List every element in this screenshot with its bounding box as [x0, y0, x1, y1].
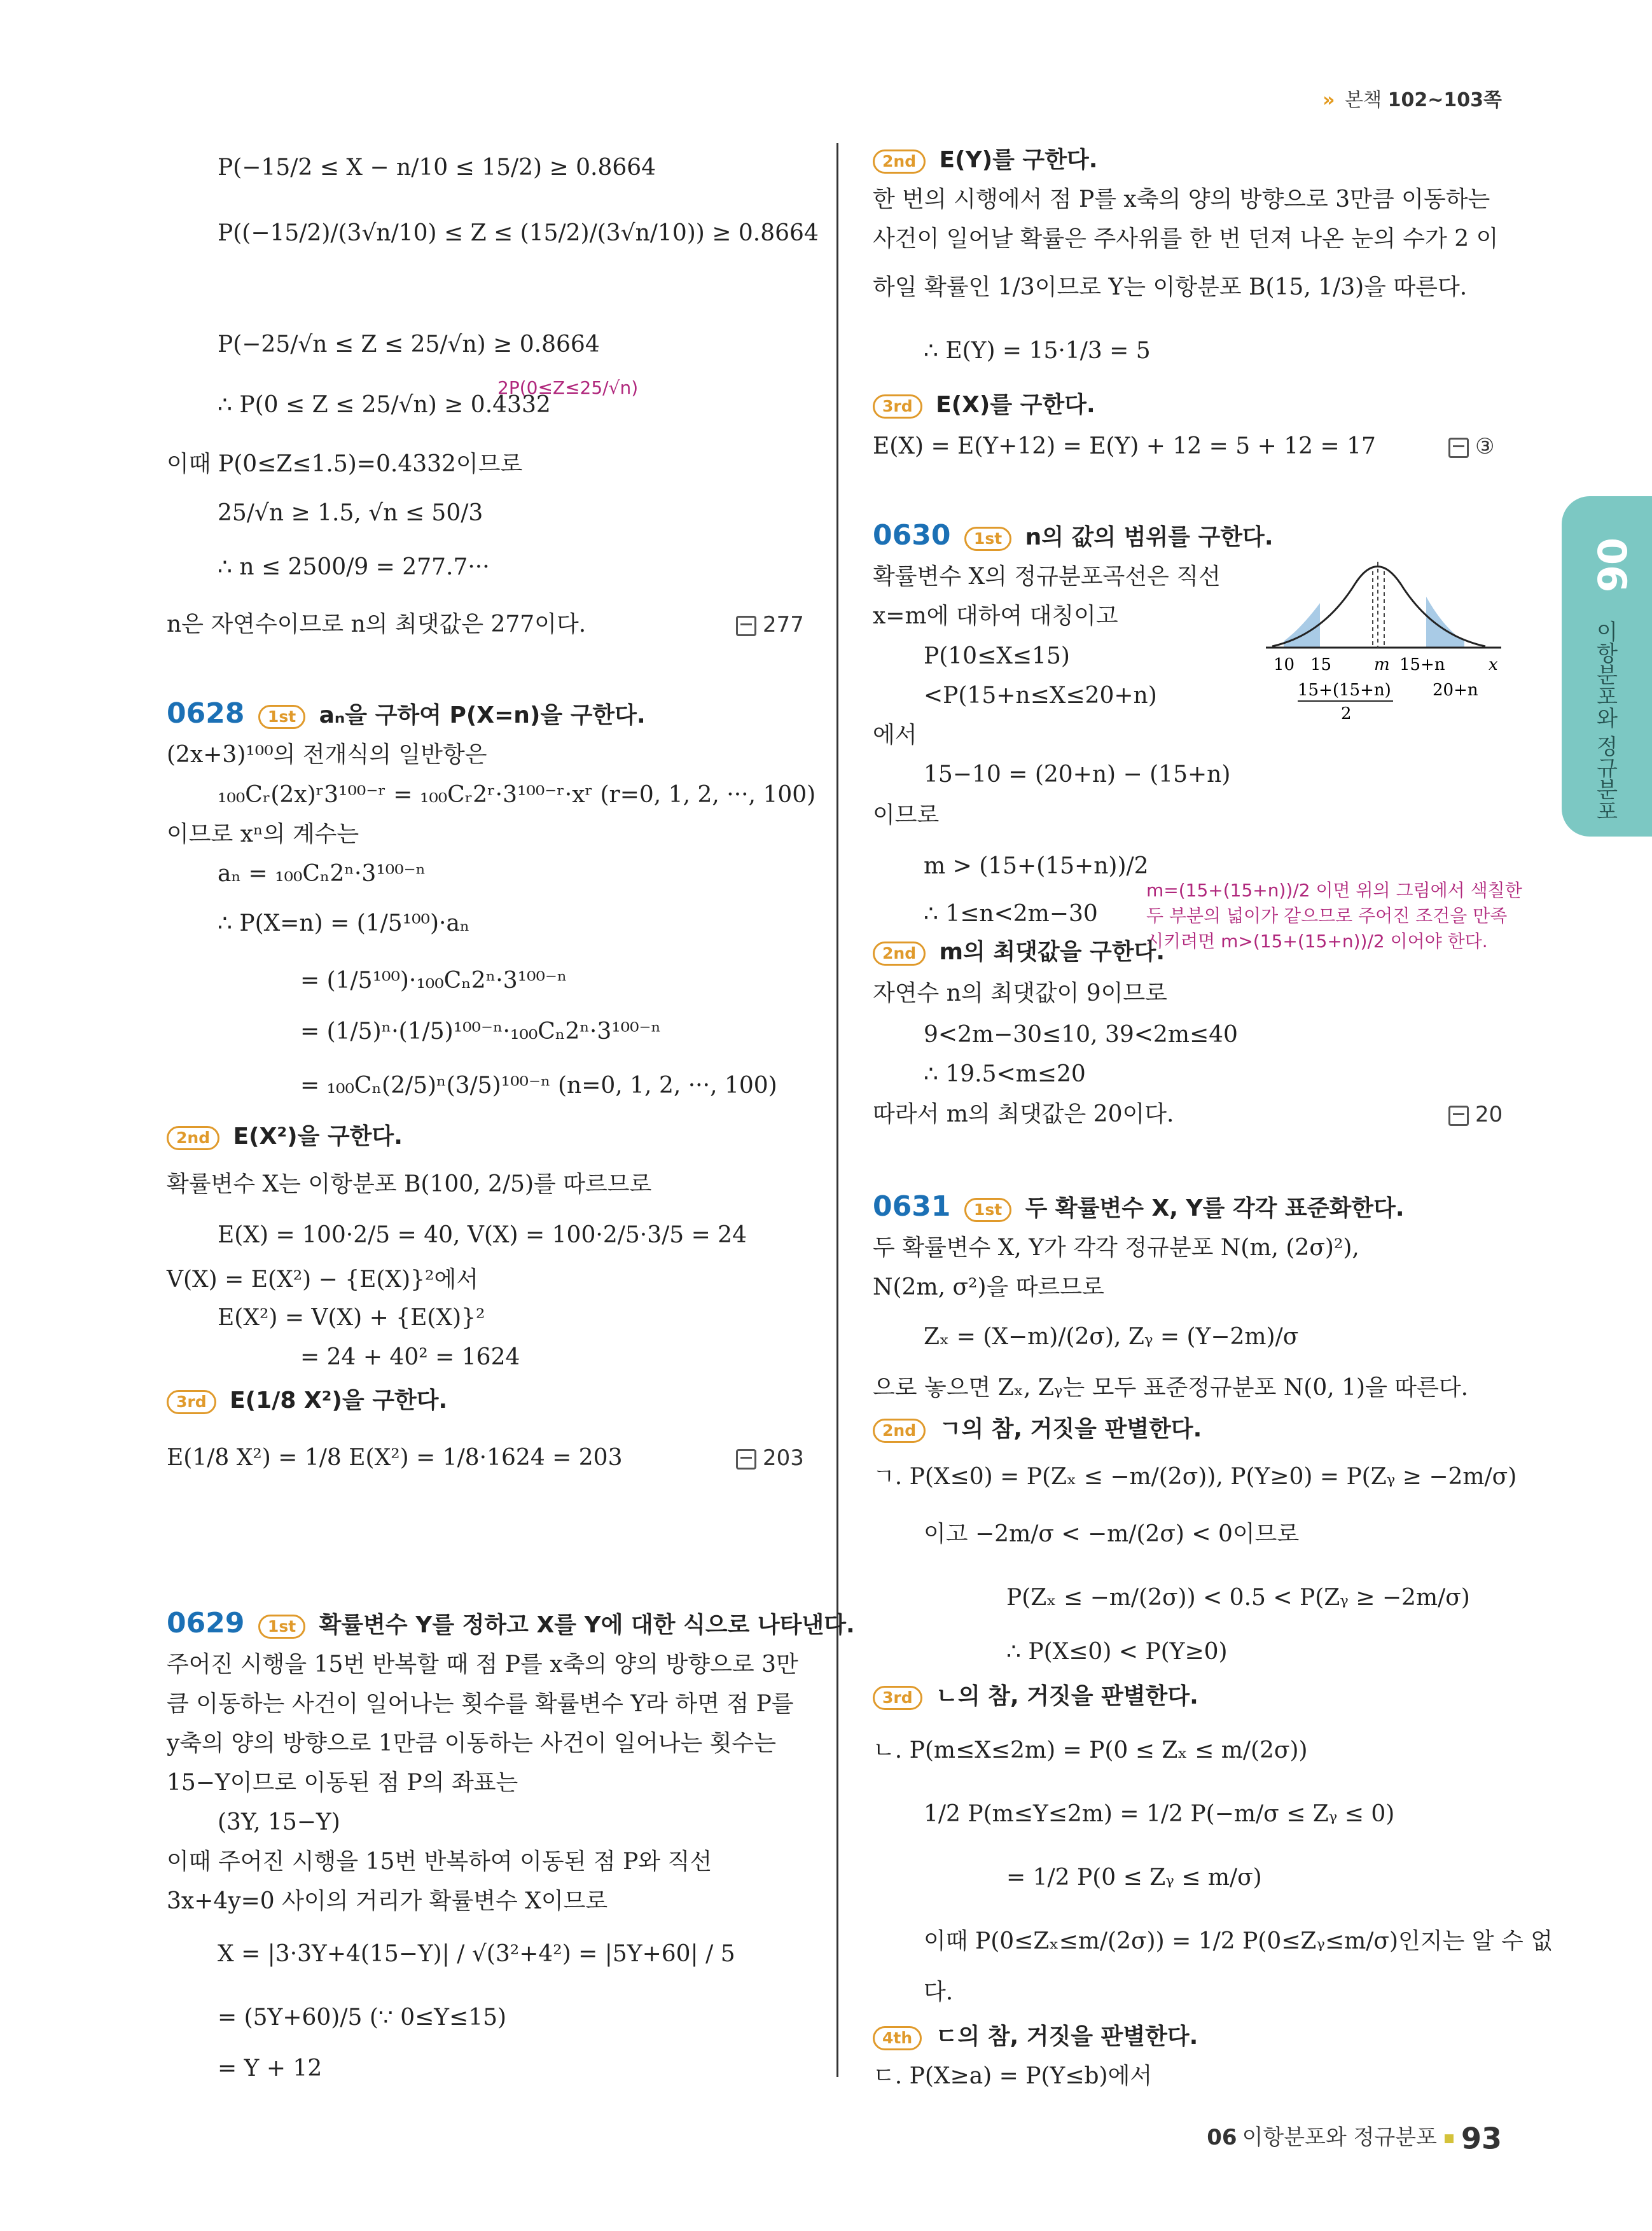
problem-heading	[873, 519, 1274, 552]
answer-value: 277	[763, 612, 804, 637]
text-line: 3x+4y=0 사이의 거리가 확률변수 X이므로	[167, 1888, 608, 1914]
footer-chapter: 06	[1207, 2125, 1237, 2150]
answer-mark	[736, 1445, 804, 1471]
equation-line: = (1/5)ⁿ·(1/5)¹⁰⁰⁻ⁿ·₁₀₀Cₙ2ⁿ·3¹⁰⁰⁻ⁿ	[300, 1018, 662, 1045]
text-line: 하일 확률인 1/3이므로 Y는 이항분포 B(15, 1/3)을 따른다.	[873, 274, 1468, 300]
step-title: m의 최댓값을 구한다.	[939, 939, 1165, 965]
step-heading	[873, 1683, 1198, 1711]
step-title: aₙ을 구하여 P(X=n)을 구한다.	[319, 702, 646, 728]
side-annotation: 두 부분의 넓이가 같으므로 주어진 조건을 만족	[1146, 905, 1508, 926]
reference-pages: 102~103쪽	[1387, 89, 1502, 111]
equation-line: = (1/5¹⁰⁰)·₁₀₀Cₙ2ⁿ·3¹⁰⁰⁻ⁿ	[300, 968, 567, 994]
equation-line: ∴ P(X≤0) < P(Y≥0)	[1006, 1639, 1228, 1665]
double-chevron-icon: »	[1322, 89, 1335, 111]
text-line: n은 자연수이므로 n의 최댓값은 277이다.	[167, 611, 587, 637]
tick-label: 2	[1341, 704, 1352, 723]
step-title: E(1/8 X²)을 구한다.	[230, 1387, 448, 1414]
step-title: E(X²)을 구한다.	[233, 1123, 403, 1150]
equation-line: aₙ = ₁₀₀Cₙ2ⁿ·3¹⁰⁰⁻ⁿ	[218, 861, 426, 887]
equation-line: P(−15/2 ≤ X − n/10 ≤ 15/2) ≥ 0.8664	[218, 155, 656, 181]
answer-value: 203	[763, 1445, 804, 1471]
step-heading	[873, 938, 1165, 966]
step-badge: 2nd	[873, 1419, 926, 1443]
side-annotation: m=(15+(15+n))/2 이면 위의 그림에서 색칠한	[1146, 880, 1522, 901]
step-title: ㄱ의 참, 거짓을 판별한다.	[939, 1416, 1202, 1442]
answer-mark	[736, 612, 804, 637]
text-line: 이므로 xⁿ의 계수는	[167, 821, 359, 847]
step-title: ㄴ의 참, 거짓을 판별한다.	[936, 1683, 1198, 1709]
tick-label: 15+(15+n)	[1298, 681, 1391, 700]
footer-title: 이항분포와 정규분포	[1242, 2125, 1437, 2150]
page-reference	[1322, 84, 1502, 112]
text-line: V(X) = E(X²) − {E(X)}²에서	[167, 1267, 479, 1293]
answer-mark	[1448, 1102, 1503, 1127]
text-line: (2x+3)¹⁰⁰의 전개식의 일반항은	[167, 742, 487, 768]
text-line: x=m에 대하여 대칭이고	[873, 603, 1118, 629]
equation-line: P(−25/√n ≤ Z ≤ 25/√n) ≥ 0.8664	[218, 331, 600, 358]
equation-line: ㄱ. P(X≤0) = P(Zₓ ≤ −m/(2σ)), P(Y≥0) = P(Zᵧ ≥ −2m/σ)	[873, 1464, 1517, 1490]
equation-line: ∴ 19.5<m≤20	[924, 1061, 1086, 1087]
equation-line: Zₓ = (X−m)/(2σ), Zᵧ = (Y−2m)/σ	[924, 1324, 1299, 1350]
problem-heading	[167, 697, 646, 730]
reference-prefix: 본책	[1345, 89, 1382, 111]
step-heading	[873, 391, 1095, 419]
text-line: 확률변수 X의 정규분포곡선은 직선	[873, 564, 1221, 590]
equation-line: 1/2 P(m≤Y≤2m) = 1/2 P(−m/σ ≤ Zᵧ ≤ 0)	[924, 1801, 1395, 1827]
problem-number: 0630	[873, 519, 951, 552]
step-badge: 2nd	[873, 149, 926, 174]
text-line: 큼 이동하는 사건이 일어나는 횟수를 확률변수 Y라 하면 점 P를	[167, 1691, 794, 1717]
column-divider	[836, 143, 838, 2077]
text-line: 사건이 일어날 확률은 주사위를 한 번 던져 나온 눈의 수가 2 이	[873, 226, 1499, 252]
text-line: 두 확률변수 X, Y가 각각 정규분포 N(m, (2σ)²),	[873, 1235, 1359, 1261]
step-badge: 3rd	[873, 394, 922, 419]
footer-square-icon	[1445, 2134, 1454, 2143]
text-line: 이고 −2m/σ < −m/(2σ) < 0이므로	[924, 1521, 1300, 1547]
text-line: 이때 P(0≤Z≤1.5)=0.4332이므로	[167, 451, 523, 477]
chapter-tab-number: 06	[1588, 538, 1635, 593]
text-line: 에서	[873, 722, 917, 748]
answer-icon	[1448, 438, 1469, 458]
equation-line: ∴ 1≤n<2m−30	[924, 901, 1098, 927]
problem-number: 0628	[167, 697, 245, 730]
equation-line: ∴ P(X=n) = (1/5¹⁰⁰)·aₙ	[218, 910, 470, 936]
step-badge: 3rd	[873, 1686, 922, 1710]
equation-line: P(10≤X≤15)	[924, 643, 1070, 669]
step-heading	[873, 2023, 1198, 2051]
chapter-tab-label: 이항분포와 정규분포	[1592, 620, 1618, 822]
step-title: ㄷ의 참, 거짓을 판별한다.	[935, 2024, 1198, 2050]
equation-line: = 1/2 P(0 ≤ Zᵧ ≤ m/σ)	[1006, 1865, 1262, 1891]
text-line: 이므로	[873, 802, 940, 828]
equation-line: E(X²) = V(X) + {E(X)}²	[218, 1305, 485, 1331]
shaded-region-right	[1426, 597, 1464, 648]
normal-curve	[1272, 567, 1485, 647]
equation-line: ㄴ. P(m≤X≤2m) = P(0 ≤ Zₓ ≤ m/(2σ))	[873, 1737, 1308, 1763]
text-line: N(2m, σ²)을 따르므로	[873, 1274, 1104, 1300]
equation-line: ∴ P(0 ≤ Z ≤ 25/√n) ≥ 0.4332	[218, 392, 551, 418]
tick-label: 15+n	[1399, 655, 1445, 674]
step-badge: 2nd	[167, 1126, 219, 1150]
equation-line: ∴ E(Y) = 15·1/3 = 5	[924, 338, 1151, 364]
equation-line: ₁₀₀Cᵣ(2x)ʳ3¹⁰⁰⁻ʳ = ₁₀₀Cᵣ2ʳ·3¹⁰⁰⁻ʳ·xʳ (r=0, 1, 2, ···, 100)	[218, 782, 816, 808]
text-line: 한 번의 시행에서 점 P를 x축의 양의 방향으로 3만큼 이동하는	[873, 186, 1490, 212]
equation-line: E(X) = 100·2/5 = 40, V(X) = 100·2/5·3/5 = 24	[218, 1222, 747, 1248]
side-annotation: 2P(0≤Z≤25/√n)	[497, 377, 639, 398]
text-line: 이때 P(0≤Zₓ≤m/(2σ)) = 1/2 P(0≤Zᵧ≤m/σ)인지는 알 수 없	[924, 1928, 1553, 1954]
equation-line: 9<2m−30≤10, 39<2m≤40	[924, 1022, 1238, 1048]
page-footer	[1207, 2120, 1502, 2156]
equation-line: <P(15+n≤X≤20+n)	[924, 683, 1157, 709]
step-heading	[167, 1387, 447, 1415]
problem-number: 0629	[167, 1607, 245, 1639]
answer-mark	[1448, 434, 1494, 459]
text-line: 15−Y이므로 이동된 점 P의 좌표는	[167, 1770, 518, 1796]
step-heading	[873, 1415, 1202, 1443]
equation-line: = Y + 12	[218, 2055, 323, 2082]
text-line: 으로 놓으면 Zₓ, Zᵧ는 모두 표준정규분포 N(0, 1)을 따른다.	[873, 1375, 1469, 1401]
text-line: y축의 양의 방향으로 1만큼 이동하는 사건이 일어나는 횟수는	[167, 1730, 776, 1756]
equation-line: P(Zₓ ≤ −m/(2σ)) < 0.5 < P(Zᵧ ≥ −2m/σ)	[1006, 1585, 1470, 1611]
equation-line: ∴ n ≤ 2500/9 = 277.7···	[218, 554, 490, 580]
step-title: 두 확률변수 X, Y를 각각 표준화한다.	[1025, 1195, 1405, 1221]
answer-value: ③	[1475, 434, 1495, 459]
text-line: 이때 주어진 시행을 15번 반복하여 이동된 점 P와 직선	[167, 1849, 712, 1875]
text-line: 따라서 m의 최댓값은 20이다.	[873, 1101, 1174, 1127]
text-line: 주어진 시행을 15번 반복할 때 점 P를 x축의 양의 방향으로 3만	[167, 1651, 798, 1678]
tick-label: 15	[1310, 655, 1332, 674]
axis-label: x	[1489, 655, 1498, 674]
step-title: n의 값의 범위를 구한다.	[1025, 524, 1274, 550]
step-title: E(X)를 구한다.	[936, 392, 1095, 418]
step-title: E(Y)를 구한다.	[939, 147, 1098, 173]
tick-label: m	[1374, 655, 1390, 674]
problem-number: 0631	[873, 1190, 951, 1223]
problem-heading	[167, 1609, 855, 1639]
text-line: 확률변수 X는 이항분포 B(100, 2/5)를 따르므로	[167, 1171, 652, 1197]
step-badge: 2nd	[873, 942, 926, 966]
step-badge: 1st	[258, 1615, 305, 1639]
step-badge: 3rd	[167, 1390, 216, 1414]
equation-line: = (5Y+60)/5 (∵ 0≤Y≤15)	[218, 2005, 507, 2031]
equation-line: P((−15/2)/(3√n/10) ≤ Z ≤ (15/2)/(3√n/10)) ≥ 0.8664	[218, 220, 819, 246]
equation-line: E(X) = E(Y+12) = E(Y) + 12 = 5 + 12 = 17	[873, 433, 1376, 459]
text-line: 자연수 n의 최댓값이 9이므로	[873, 980, 1167, 1006]
step-badge: 1st	[964, 1198, 1011, 1222]
step-badge: 1st	[258, 705, 305, 729]
answer-icon	[1448, 1106, 1469, 1126]
equation-line: X = |3·3Y+4(15−Y)| / √(3²+4²) = |5Y+60| / 5	[218, 1941, 735, 1967]
step-heading	[167, 1123, 403, 1151]
tick-label: 10	[1274, 655, 1295, 674]
problem-heading	[873, 1190, 1405, 1223]
answer-icon	[736, 1449, 756, 1470]
equation-line: E(1/8 X²) = 1/8 E(X²) = 1/8·1624 = 203	[167, 1445, 623, 1471]
side-annotation: 시키려면 m>(15+(15+n))/2 이어야 한다.	[1146, 931, 1488, 952]
answer-value: 20	[1475, 1102, 1503, 1127]
equation-line: ㄷ. P(X≥a) = P(Y≤b)에서	[873, 2063, 1153, 2089]
equation-line: 15−10 = (20+n) − (15+n)	[924, 761, 1231, 788]
normal-curve-graph	[1266, 552, 1508, 724]
step-title: 확률변수 Y를 정하고 X를 Y에 대한 식으로 나타낸다.	[319, 1612, 855, 1638]
equation-line: 25/√n ≥ 1.5, √n ≤ 50/3	[218, 500, 483, 526]
equation-line: (3Y, 15−Y)	[218, 1809, 340, 1835]
step-badge: 1st	[964, 527, 1011, 551]
answer-icon	[736, 616, 756, 636]
equation-line: = 24 + 40² = 1624	[300, 1344, 520, 1370]
tick-label: 20+n	[1433, 681, 1478, 700]
step-heading	[873, 146, 1097, 174]
equation-line: m > (15+(15+n))/2	[924, 853, 1149, 879]
text-line: 다.	[924, 1979, 954, 2005]
page-number: 93	[1461, 2121, 1502, 2156]
equation-line: = ₁₀₀Cₙ(2/5)ⁿ(3/5)¹⁰⁰⁻ⁿ (n=0, 1, 2, ···, 100)	[300, 1073, 777, 1099]
step-badge: 4th	[873, 2026, 922, 2050]
